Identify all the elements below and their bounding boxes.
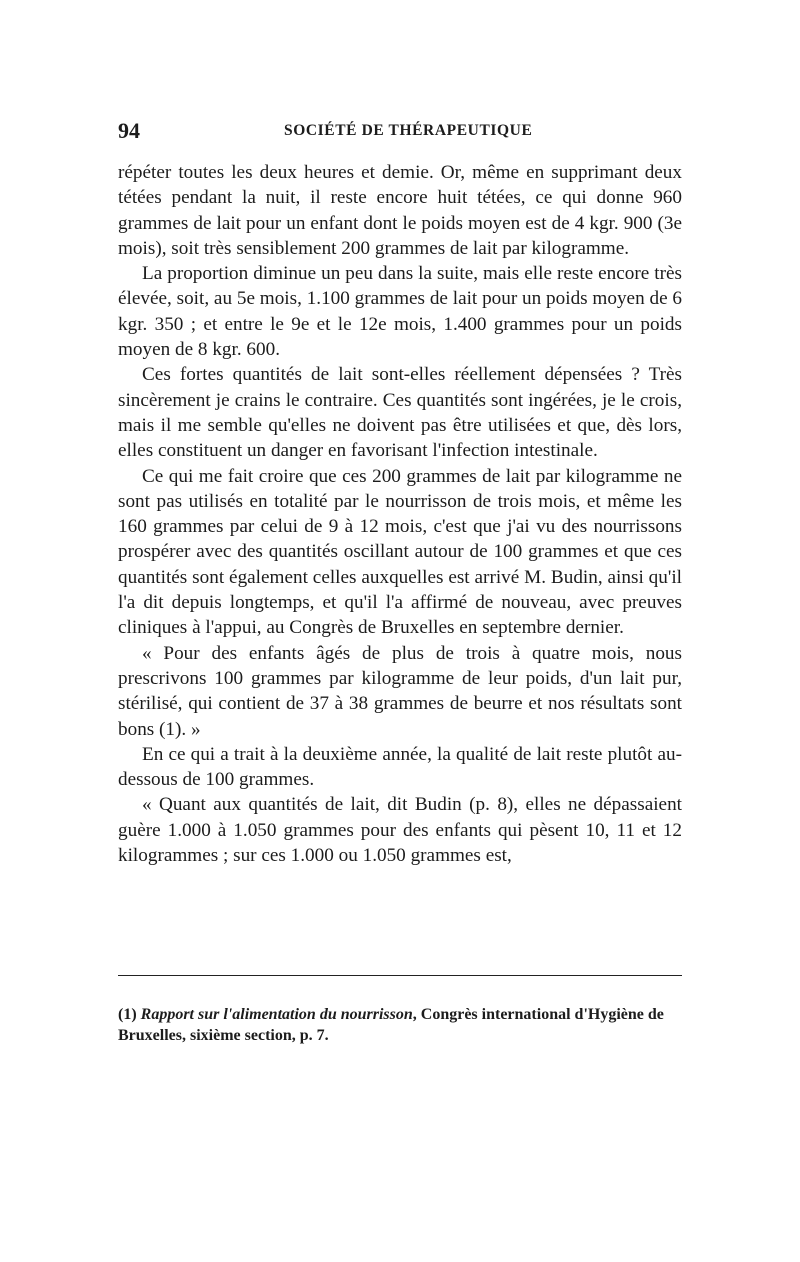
paragraph-1: répéter toutes les deux heures et demie. Or, même en supprimant deux tétées pendant la nuit, il reste encore huit tétées, ce qui donne 960 grammes de lait pour un enfant dont le poids moyen est de 4 kgr. 900 (3e mois), soit très sensiblement 200 grammes de lait par kilogramme. — [118, 162, 682, 259]
paragraph-7-quote: « Quant aux quantités de lait, dit Budin (p. 8), elles ne dépassaient guère 1.000 à 1.050 grammes pour des enfants qui pèsent 10, 11 et 12 kilogrammes ; sur ces 1.000 ou 1.050 grammes est, — [118, 794, 682, 867]
footnote-title: Rapport sur l'alimentation du nourrisson — [140, 1006, 413, 1023]
paragraph-5-quote: « Pour des enfants âgés de plus de trois à quatre mois, nous prescrivons 100 grammes par kilogramme de leur poids, d'un lait pur, stérilisé, qui contient de 37 à 38 grammes de beurre et nos résultats sont bons (1). » — [118, 642, 682, 740]
paragraph-3: Ces fortes quantités de lait sont-elles réellement dépensées ? Très sincèrement je crains le contraire. Ces quantités sont ingérées, je le crois, mais il me semble qu'elles ne doivent pas être utilisées et que, dès lors, elles constituent un danger en favorisant l'infection intestinale. — [118, 364, 682, 462]
paragraph-2: La proportion diminue un peu dans la suite, mais elle reste encore très élevée, soit, au 5e mois, 1.100 grammes de lait pour un poids moyen de 6 kgr. 350 ; et entre le 9e et le 12e mois, 1.400 grammes pour un poids moyen de 8 kgr. 600. — [118, 263, 682, 361]
page-header — [118, 118, 682, 148]
footnote-rest: , Congrès international d'Hygiène de Bruxelles, sixième section, p. 7. — [118, 1006, 664, 1044]
paragraph-6: En ce qui a trait à la deuxième année, la qualité de lait reste plutôt au-dessous de 100 grammes. — [118, 743, 682, 791]
page-number: 94 — [118, 118, 140, 143]
footnote-divider — [118, 975, 682, 976]
paragraph-4: Ce qui me fait croire que ces 200 grammes de lait par kilogramme ne sont pas utilisés en totalité par le nourrisson de trois mois, et même les 160 grammes par celui de 9 à 12 mois, c'est que j'ai vu des nourrissons prospérer avec des quantités oscillant autour de 100 grammes et que ces quantités sont également celles auxquelles est arrivé M. Budin, ainsi qu'il l'a dit depuis longtemps, et qu'il l'a affirmé de nouveau, avec preuves cliniques à l'appui, au Congrès de Bruxelles en septembre dernier. — [118, 465, 682, 639]
running-title: SOCIÉTÉ DE THÉRAPEUTIQUE — [284, 122, 533, 139]
footnote — [118, 1004, 682, 1046]
footnote-mark: (1) — [118, 1006, 137, 1023]
body-text — [118, 160, 682, 868]
